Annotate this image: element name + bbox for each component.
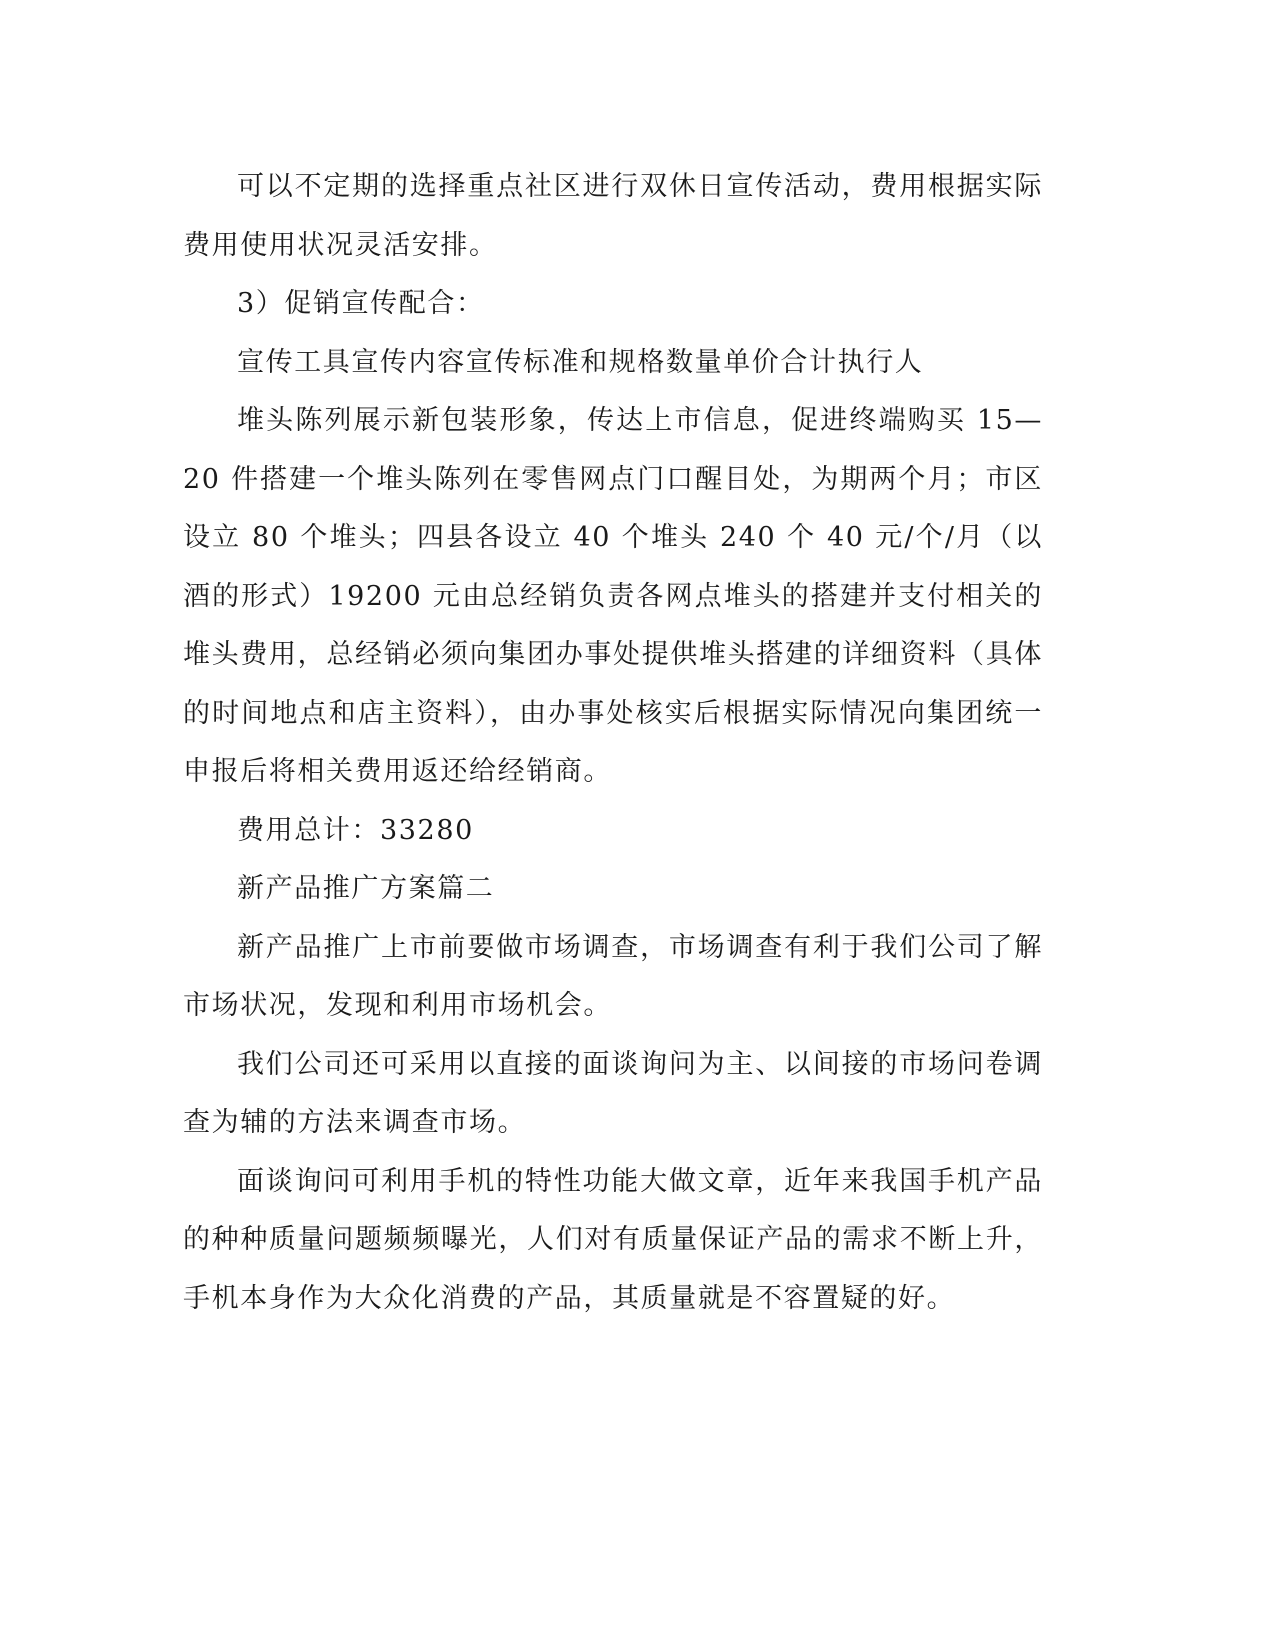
paragraph-display-stack-details: 堆头陈列展示新包装形象，传达上市信息，促进终端购买 15—20 件搭建一个堆头陈列在零售网点门口醒目处，为期两个月；市区设立 80 个堆头；四县各设立 40 个堆头 240 个 40 元/个/月（以酒的形式）19200 元由总经销负责各网点堆头的搭建并支付相关的堆头费用，总经销必须向集团办事处提供堆头搭建的详细资料（具体的时间地点和店主资料），由办事处核实后根据实际情况向集团统一申报后将相关费用返还给经销商。 bbox=[183, 405, 1043, 787]
paragraph-interview-quality: 面谈询问可利用手机的特性功能大做文章，近年来我国手机产品的种种质量问题频频曝光，人们对有质量保证产品的需求不断上升，手机本身作为大众化消费的产品，其质量就是不容置疑的好。 bbox=[183, 1165, 1043, 1314]
paragraph-heading-promotion-support: 3）促销宣传配合： bbox=[237, 288, 485, 319]
paragraph-market-research: 新产品推广上市前要做市场调查，市场调查有利于我们公司了解市场状况，发现和利用市场机会。 bbox=[183, 931, 1043, 1021]
paragraph-section-title: 新产品推广方案篇二 bbox=[237, 873, 495, 904]
paragraph-weekend-promotion: 可以不定期的选择重点社区进行双休日宣传活动，费用根据实际费用使用状况灵活安排。 bbox=[183, 171, 1043, 261]
document-body bbox=[183, 158, 1043, 1328]
paragraph-table-header: 宣传工具宣传内容宣传标准和规格数量单价合计执行人 bbox=[237, 346, 924, 378]
paragraph-total-cost: 费用总计：33280 bbox=[237, 814, 474, 846]
paragraph-research-methods: 我们公司还可采用以直接的面谈询问为主、以间接的市场问卷调查为辅的方法来调查市场。 bbox=[183, 1048, 1043, 1138]
